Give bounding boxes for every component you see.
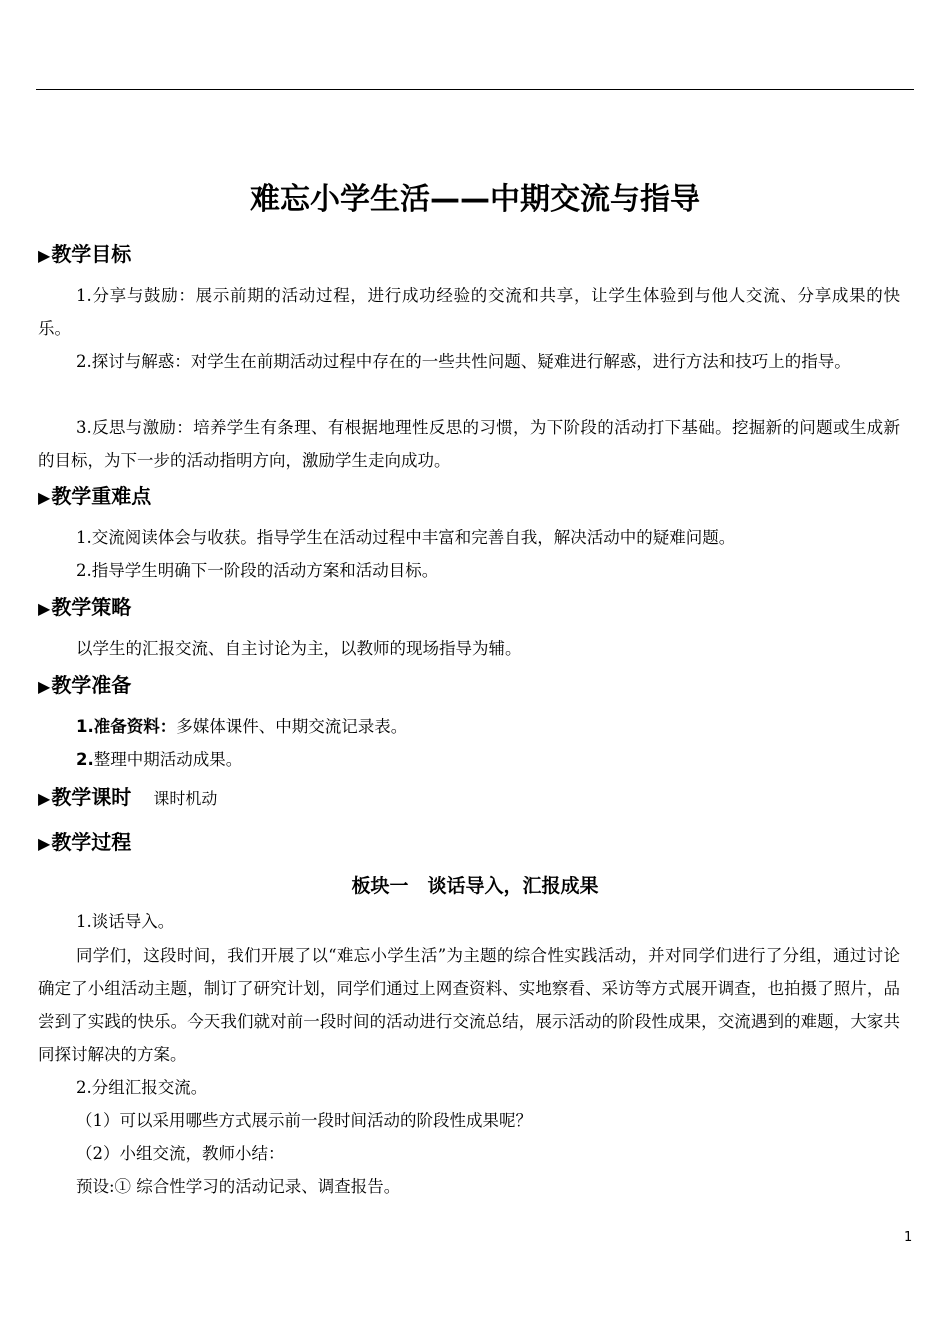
process-intro: 同学们，这段时间，我们开展了以“难忘小学生活”为主题的综合性实践活动，并对同学们进行了分组，通过讨论确定了小组活动主题，制订了研究计划，同学们通过上网查资料、实地察看、采访等方式展开调查，也拍摄了照片，品尝到了实践的快乐。今天我们就对前一段时间的活动进行交流总结，展示活动的阶段性成果，交流遇到的难题，大家共同探讨解决的方案。 xyxy=(38,946,900,1064)
heading-preparation-label: 教学准备 xyxy=(51,673,132,697)
preparation-item-1-text: 多媒体课件、中期交流记录表。 xyxy=(176,717,408,736)
page-title: 难忘小学生活——中期交流与指导 xyxy=(250,182,700,217)
triangle-marker-icon: ▶ xyxy=(38,789,51,808)
heading-process-label: 教学过程 xyxy=(51,830,132,854)
preparation-item-2-text: 整理中期活动成果。 xyxy=(93,750,243,769)
heading-goals xyxy=(38,241,131,269)
key-point-1: 1.交流阅读体会与收获。指导学生在活动过程中丰富和完善自我，解决活动中的疑难问题。 xyxy=(76,528,736,547)
strategy-text: 以学生的汇报交流、自主讨论为主，以教师的现场指导为辅。 xyxy=(76,639,522,658)
heading-goals-label: 教学目标 xyxy=(51,242,132,266)
triangle-marker-icon: ▶ xyxy=(38,246,51,265)
key-point-2: 2.指导学生明确下一阶段的活动方案和活动目标。 xyxy=(76,561,439,580)
goal-item-2: 2.探讨与解惑：对学生在前期活动过程中存在的一些共性问题、疑难进行解惑，进行方法和技巧上的指导。 xyxy=(76,352,851,371)
triangle-marker-icon: ▶ xyxy=(38,834,51,853)
preparation-item-2-label: 2. xyxy=(76,750,94,769)
heading-preparation xyxy=(38,672,131,700)
heading-key-points xyxy=(38,483,151,511)
heading-strategy xyxy=(38,594,131,622)
hours-note: 课时机动 xyxy=(153,789,218,808)
preparation-item-1-label: 1.准备资料： xyxy=(76,717,177,736)
heading-process xyxy=(38,829,131,857)
block-title: 板块一 谈话导入，汇报成果 xyxy=(351,875,599,897)
process-question-1: （1）可以采用哪些方式展示前一段时间活动的阶段性成果呢？ xyxy=(76,1111,532,1130)
goal-item-1: 1.分享与鼓励：展示前期的活动过程，进行成功经验的交流和共享，让学生体验到与他人交流、分享成果的快乐。 xyxy=(38,286,900,338)
process-step-1: 1.谈话导入。 xyxy=(76,912,175,931)
preparation-item-1 xyxy=(76,710,916,743)
triangle-marker-icon: ▶ xyxy=(38,677,51,696)
heading-strategy-label: 教学策略 xyxy=(51,595,132,619)
header-rule xyxy=(36,89,914,90)
heading-hours-label: 教学课时 xyxy=(51,785,132,809)
process-step-2: 2.分组汇报交流。 xyxy=(76,1078,208,1097)
triangle-marker-icon: ▶ xyxy=(38,599,51,618)
process-preset: 预设:① 综合性学习的活动记录、调查报告。 xyxy=(76,1177,401,1196)
triangle-marker-icon: ▶ xyxy=(38,488,51,507)
preparation-item-2 xyxy=(76,743,916,776)
page-number: 1 xyxy=(904,1230,913,1245)
heading-hours xyxy=(38,784,217,812)
process-question-2: （2）小组交流，教师小结： xyxy=(76,1144,285,1163)
goal-item-3: 3.反思与激励：培养学生有条理、有根据地理性反思的习惯，为下阶段的活动打下基础。挖掘新的问题或生成新的目标，为下一步的活动指明方向，激励学生走向成功。 xyxy=(38,418,900,470)
heading-key-points-label: 教学重难点 xyxy=(51,484,152,508)
